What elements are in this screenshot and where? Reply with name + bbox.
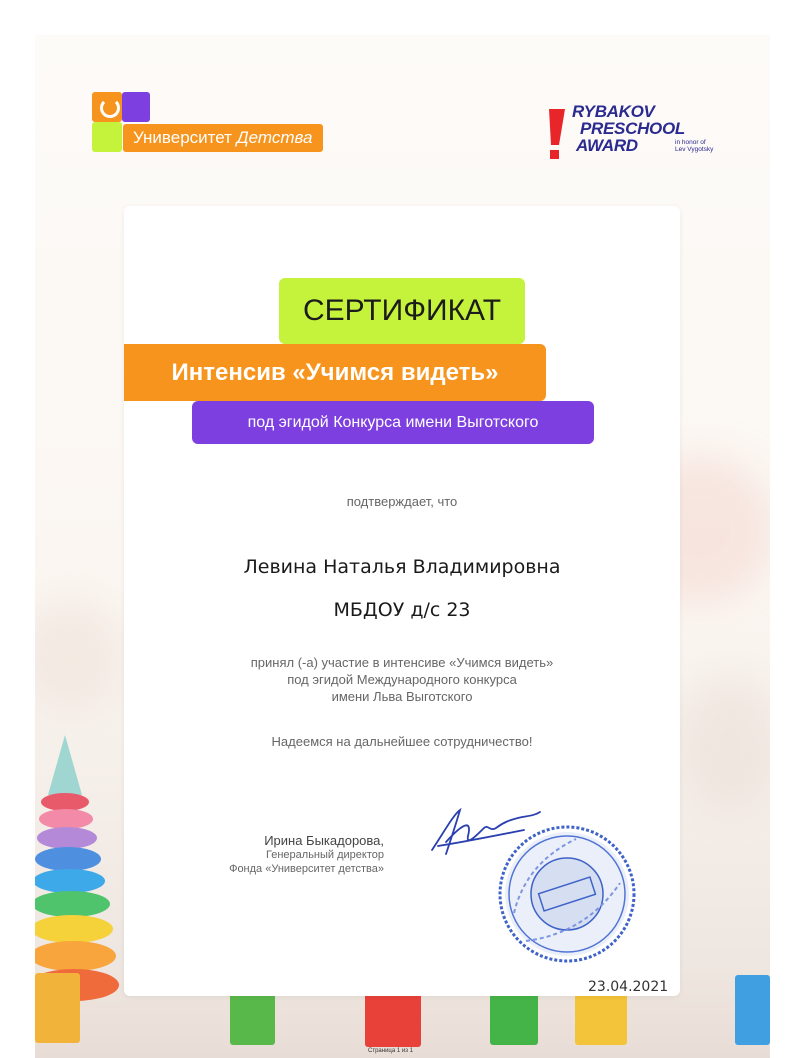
university-logo-label: Университет Детства [123,124,323,152]
certificate-subtitle: под эгидой Конкурса имени Выготского [192,401,594,444]
exclamation-icon [545,109,565,161]
recipient-organization: МБДОУ д/с 23 [333,599,471,621]
certificate-heading: СЕРТИФИКАТ [279,278,525,344]
toy-block-image [35,973,80,1043]
recipient-name: Левина Наталья Владимировна [243,556,561,578]
rybakov-tagline: in honor of Lev Vygotsky [675,139,714,153]
rybakov-award-logo [545,103,725,173]
background-blur [675,675,770,815]
certificate-date: 23.04.2021 [588,979,669,995]
rybakov-line2: PRESCHOOL [580,119,685,138]
participation-text: принял (-а) участие в интенсиве «Учимся видеть» под эгидой Международного конкурса имени Льва Выготского [250,655,554,704]
certificate-page [35,35,770,1058]
signer-block [204,833,384,876]
toy-block-image [575,990,627,1045]
confirms-text: подтверждает, что [346,494,458,509]
rybakov-line1: RYBAKOV [572,102,655,121]
page-footer-note: Страница 1 из 1 [368,1048,413,1054]
signer-position: Генеральный директор [266,849,384,861]
rybakov-line3: AWARD [576,136,638,155]
toy-block-image [230,990,275,1045]
toy-block-image [735,975,770,1045]
closing-text: Надеемся на дальнейшее сотрудничество! [271,734,533,749]
signer-organization: Фонда «Университет детства» [229,863,384,875]
toy-block-image [490,990,538,1045]
certificate-card [124,206,680,996]
signer-name: Ирина Быкадорова, [264,833,384,848]
certificate-title: Интенсив «Учимся видеть» [124,344,546,401]
stamp-image [496,823,638,965]
background-blur [35,595,125,715]
